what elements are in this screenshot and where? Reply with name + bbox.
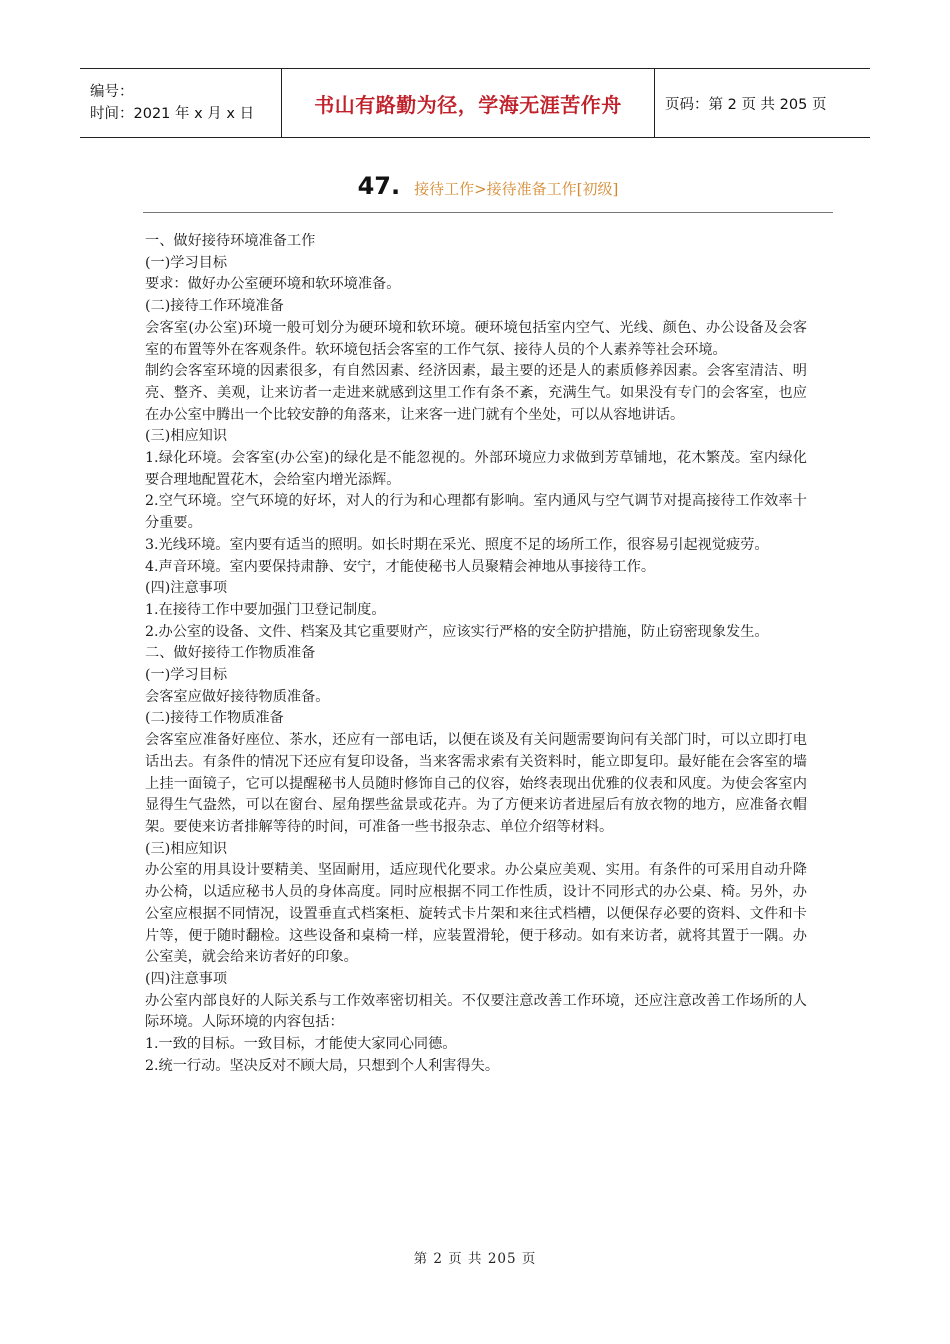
paragraph: 二、做好接待工作物质准备 bbox=[145, 645, 316, 662]
paragraph: 一、做好接待环境准备工作 bbox=[145, 233, 316, 249]
doc-time-label: 时间：2021 年 x 月 x 日 bbox=[90, 106, 255, 122]
paragraph: 会客室应做好接待物质准备。 bbox=[145, 688, 330, 705]
paragraph: 办公室内部良好的人际关系与工作效率密切相关。不仅要注意改善工作环境，还应注意改善工作场所的人际环境。人际环境的内容包括： bbox=[145, 992, 807, 1031]
section-number: 47. bbox=[357, 172, 401, 200]
paragraph: 要求：做好办公室硬环境和软环境准备。 bbox=[145, 276, 401, 293]
paragraph: (三)相应知识 bbox=[145, 840, 228, 857]
paragraph: (二)接待工作物质准备 bbox=[145, 710, 284, 727]
paragraph: 3.光线环境。室内要有适当的照明。如长时期在采光、照度不足的场所工作，很容易引起视觉疲劳。 bbox=[145, 536, 769, 553]
header-meta bbox=[80, 69, 282, 137]
header-page-info: 页码：第 2 页 共 205 页 bbox=[665, 96, 827, 113]
paragraph: 4.声音环境。室内要保持肃静、安宁，才能使秘书人员聚精会神地从事接待工作。 bbox=[145, 558, 656, 575]
paragraph: 会客室应准备好座位、茶水，还应有一部电话，以便在谈及有关问题需要询问有关部门时，可以立即打电话出去。有条件的情况下还应有复印设备，当来客需求索有关资料时，能立即复印。最好能在会客室的墙上挂一面镜子，它可以提醒秘书人员随时修饰自己的仪容，始终表现出优雅的仪表和风度。为使会客室内显得生气盎然，可以在窗台、屋角摆些盆景或花卉。为了方便来访者进屋后有放衣物的地方，应准备衣帽架。要使来访者排解等待的时间，可准备一些书报杂志、单位介绍等材料。 bbox=[145, 732, 807, 835]
document-header bbox=[80, 68, 870, 138]
paragraph: (四)注意事项 bbox=[145, 580, 228, 597]
doc-number-label: 编号： bbox=[90, 84, 134, 100]
paragraph: 办公室的用具设计要精美、坚固耐用，适应现代化要求。办公桌应美观、实用。有条件的可采用自动升降办公椅，以适应秘书人员的身体高度。同时应根据不同工作性质，设计不同形式的办公桌、椅。另外，办公室应根据不同情况，设置垂直式档案柜、旋转式卡片架和来往式档槽，以便保存必要的资料、文件和卡片等，便于随时翻检。这些设备和桌椅一样，应装置滑轮，便于移动。如有来访者，就将其置于一隅。办公室美，就会给来访者好的印象。 bbox=[145, 862, 807, 966]
header-motto: 书山有路勤为径，学海无涯苦作舟 bbox=[282, 69, 655, 137]
paragraph: 1.在接待工作中要加强门卫登记制度。 bbox=[145, 601, 386, 618]
paragraph: 1.绿化环境。会客室(办公室)的绿化是不能忽视的。外部环境应力求做到芳草铺地，花木繁茂。室内绿化要合理地配置花木，会给室内增光添辉。 bbox=[145, 450, 807, 488]
paragraph: 2.办公室的设备、文件、档案及其它重要财产，应该实行严格的安全防护措施，防止窃密现象发生。 bbox=[145, 623, 769, 640]
section-title bbox=[143, 172, 833, 213]
document-body bbox=[145, 231, 807, 1077]
paragraph: 会客室(办公室)环境一般可划分为硬环境和软环境。硬环境包括室内空气、光线、颜色、办公设备及会客室的布置等外在客观条件。软环境包括会客室的工作气氛、接待人员的个人素养等社会环境。 bbox=[145, 319, 807, 358]
paragraph: (一)学习目标 bbox=[145, 254, 228, 271]
page-footer: 第 2 页 共 205 页 bbox=[413, 1251, 537, 1267]
paragraph: (三)相应知识 bbox=[145, 428, 228, 445]
paragraph: 制约会客室环境的因素很多，有自然因素、经济因素，最主要的还是人的素质修养因素。会客室清洁、明亮、整齐、美观，让来访者一走进来就感到这里工作有条不紊，充满生气。如果没有专门的会客室，也应在办公室中腾出一个比较安静的角落来，让来客一进门就有个坐处，可以从容地讲话。 bbox=[145, 363, 807, 423]
paragraph: 2.统一行动。坚决反对不顾大局，只想到个人利害得失。 bbox=[145, 1057, 500, 1074]
section-heading: 接待工作>接待准备工作[初级] bbox=[414, 180, 619, 198]
paragraph: (四)注意事项 bbox=[145, 970, 228, 987]
paragraph: 2.空气环境。空气环境的好坏，对人的行为和心理都有影响。室内通风与空气调节对提高接待工作效率十分重要。 bbox=[145, 493, 807, 532]
paragraph: 1.一致的目标。一致目标，才能使大家同心同德。 bbox=[145, 1036, 457, 1053]
paragraph: (一)学习目标 bbox=[145, 667, 228, 684]
paragraph: (二)接待工作环境准备 bbox=[145, 298, 284, 315]
